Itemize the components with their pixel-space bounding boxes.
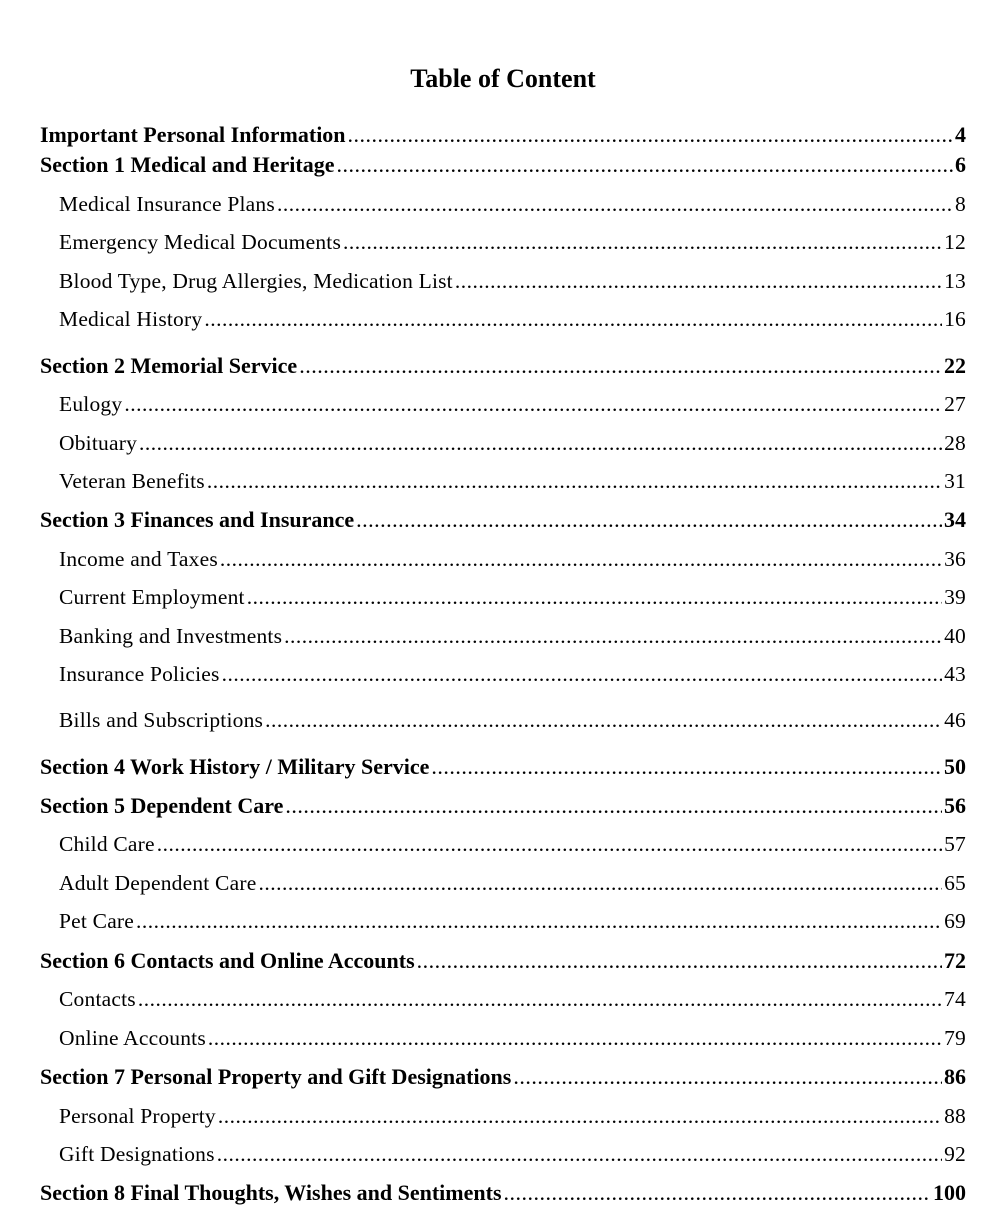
dot-leader	[356, 505, 942, 535]
toc-entry-medical-insurance-plans[interactable]	[59, 189, 966, 219]
toc-entry-income-and-taxes[interactable]	[59, 544, 966, 574]
toc-entry-label: Personal Property	[59, 1104, 216, 1128]
toc-entry-label: Blood Type, Drug Allergies, Medication List	[59, 269, 453, 293]
toc-entry-label: Section 6 Contacts and Online Accounts	[40, 948, 415, 973]
toc-entry-section-3[interactable]	[40, 505, 966, 535]
dot-leader	[204, 304, 942, 334]
dot-leader	[207, 466, 942, 496]
toc-entry-banking-and-investments[interactable]	[59, 621, 966, 651]
toc-entry-page: 6	[955, 152, 966, 177]
dot-leader	[348, 120, 953, 150]
toc-entry-label: Child Care	[59, 832, 155, 856]
toc-entry-page: 56	[944, 793, 966, 818]
toc-entry-page: 8	[955, 192, 966, 216]
toc-entry-label: Emergency Medical Documents	[59, 230, 342, 254]
toc-entry-child-care[interactable]	[59, 829, 966, 859]
toc-entry-page: 31	[944, 469, 966, 493]
toc-entry-page: 28	[944, 431, 966, 455]
dot-leader	[217, 1139, 942, 1169]
dot-leader	[124, 389, 942, 419]
toc-entry-page: 36	[944, 547, 966, 571]
toc-entry-veteran-benefits[interactable]	[59, 466, 966, 496]
toc-entry-emergency-medical-documents[interactable]	[59, 227, 966, 257]
dot-leader	[222, 659, 942, 689]
toc-entry-medical-history[interactable]	[59, 304, 966, 334]
toc-entry-personal-property[interactable]	[59, 1101, 966, 1131]
dot-leader	[284, 621, 942, 651]
toc-entry-label: Current Employment	[59, 585, 245, 609]
toc-entry-section-5[interactable]	[40, 791, 966, 821]
toc-entry-label: Bills and Subscriptions	[59, 708, 264, 732]
toc-entry-label: Gift Designations	[59, 1142, 215, 1166]
toc-entry-page: 22	[944, 353, 966, 378]
toc-entry-section-6[interactable]	[40, 946, 966, 976]
dot-leader	[136, 906, 942, 936]
dot-leader	[455, 266, 942, 296]
toc-entry-blood-type[interactable]	[59, 266, 966, 296]
toc-entry-page: 86	[944, 1064, 966, 1089]
dot-leader	[277, 189, 953, 219]
toc-entry-page: 34	[944, 507, 966, 532]
dot-leader	[220, 544, 942, 574]
toc-entry-page: 88	[944, 1104, 966, 1128]
dot-leader	[138, 984, 942, 1014]
toc-entry-page: 57	[944, 832, 966, 856]
dot-leader	[139, 428, 942, 458]
toc-entry-page: 46	[944, 708, 966, 732]
dot-leader	[247, 582, 942, 612]
dot-leader	[258, 868, 942, 898]
toc-entry-page: 27	[944, 392, 966, 416]
toc-entry-contacts[interactable]	[59, 984, 966, 1014]
dot-leader	[157, 829, 942, 859]
toc-entry-label: Income and Taxes	[59, 547, 218, 571]
toc-entry-gift-designations[interactable]	[59, 1139, 966, 1169]
toc-entry-label: Eulogy	[59, 392, 123, 416]
toc-entry-online-accounts[interactable]	[59, 1023, 966, 1053]
toc-entry-label: Section 5 Dependent Care	[40, 793, 284, 818]
dot-leader	[343, 227, 942, 257]
toc-entry-label: Section 2 Memorial Service	[40, 353, 298, 378]
dot-leader	[265, 705, 942, 735]
toc-entry-current-employment[interactable]	[59, 582, 966, 612]
toc-entry-label: Section 7 Personal Property and Gift Designations	[40, 1064, 512, 1089]
toc-entry-label: Banking and Investments	[59, 624, 283, 648]
dot-leader	[431, 752, 942, 782]
toc-entry-label: Veteran Benefits	[59, 469, 205, 493]
toc-entry-label: Adult Dependent Care	[59, 871, 257, 895]
toc-entry-label: Pet Care	[59, 909, 135, 933]
dot-leader	[208, 1023, 942, 1053]
toc-entry-eulogy[interactable]	[59, 389, 966, 419]
toc-entry-label: Online Accounts	[59, 1026, 206, 1050]
toc-entry-label: Section 8 Final Thoughts, Wishes and Sentiments	[40, 1180, 502, 1205]
page-title: Table of Content	[410, 64, 596, 93]
toc-entry-page: 74	[944, 987, 966, 1011]
toc-entry-page: 100	[933, 1180, 966, 1205]
toc-entry-section-4[interactable]	[40, 752, 966, 782]
toc-entry-page: 40	[944, 624, 966, 648]
toc-entry-label: Medical History	[59, 307, 203, 331]
dot-leader	[218, 1101, 942, 1131]
dot-leader	[299, 351, 942, 381]
toc-entry-page: 16	[944, 307, 966, 331]
toc-entry-section-7[interactable]	[40, 1062, 966, 1092]
toc-entry-page: 13	[944, 269, 966, 293]
toc-entry-insurance-policies[interactable]	[59, 659, 966, 689]
toc-entry-page: 72	[944, 948, 966, 973]
toc-entry-label: Section 1 Medical and Heritage	[40, 152, 335, 177]
toc-entry-page: 65	[944, 871, 966, 895]
toc-entry-page: 12	[944, 230, 966, 254]
dot-leader	[417, 946, 942, 976]
toc-entry-pet-care[interactable]	[59, 906, 966, 936]
toc-entry-page: 92	[944, 1142, 966, 1166]
dot-leader	[504, 1178, 931, 1208]
dot-leader	[337, 150, 953, 180]
toc-entry-page: 69	[944, 909, 966, 933]
toc-entry-section-1[interactable]	[40, 150, 966, 180]
toc-entry-label: Medical Insurance Plans	[59, 192, 275, 216]
toc-entry-obituary[interactable]	[59, 428, 966, 458]
toc-entry-label: Section 4 Work History / Military Service	[40, 754, 430, 779]
toc-entry-label: Obituary	[59, 431, 138, 455]
toc-entry-label: Section 3 Finances and Insurance	[40, 507, 355, 532]
toc-entry-page: 4	[955, 122, 966, 147]
dot-leader	[285, 791, 942, 821]
toc-entry-adult-dependent-care[interactable]	[59, 868, 966, 898]
toc-entry-label: Important Personal Information	[40, 122, 346, 147]
toc-entry-section-8[interactable]	[40, 1178, 966, 1208]
toc-entry-label: Contacts	[59, 987, 136, 1011]
toc-entry-page: 43	[944, 662, 966, 686]
toc-entry-important-personal-information[interactable]	[40, 120, 966, 150]
dot-leader	[513, 1062, 942, 1092]
toc-entry-section-2[interactable]	[40, 351, 966, 381]
toc-entry-label: Insurance Policies	[59, 662, 220, 686]
toc-entry-page: 50	[944, 754, 966, 779]
toc-entry-bills-and-subscriptions[interactable]	[59, 705, 966, 735]
toc-entry-page: 79	[944, 1026, 966, 1050]
toc-entry-page: 39	[944, 585, 966, 609]
